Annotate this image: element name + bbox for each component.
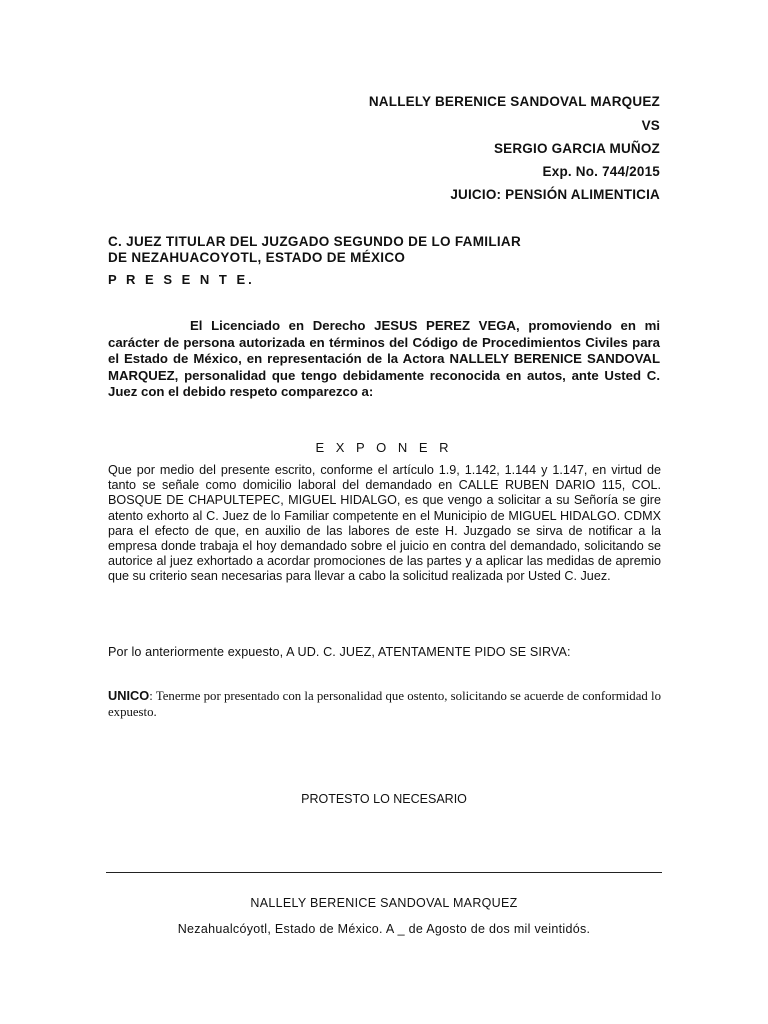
intro-text: El Licenciado en Derecho JESUS PEREZ VEGA, promoviendo en mi carácter de persona autorizada en términos del Código de Procedimientos Civiles para el Estado de México, en representación de la Actora NALLELY BERENICE SANDOVAL MARQUEZ, personalidad que tengo debidamente reconocida en autos, ante Usted C. Juez con el debido respeto comparezco a: <box>108 318 660 400</box>
header-vs: VS <box>641 118 660 133</box>
unico-paragraph <box>108 688 661 720</box>
signer-name: NALLELY BERENICE SANDOVAL MARQUEZ <box>250 896 518 910</box>
petition-text: Por lo anteriormente expuesto, A UD. C. JUEZ, ATENTAMENTE PIDO SE SIRVA: <box>108 645 571 659</box>
place-date: Nezahualcóyotl, Estado de México. A _ de Agosto de dos mil veintidós. <box>177 922 591 936</box>
addressee-line-2: DE NEZAHUACOYOTL, ESTADO DE MÉXICO <box>108 250 406 265</box>
header-juicio: JUICIO: PENSIÓN ALIMENTICIA <box>450 187 660 202</box>
unico-text: : Tenerme por presentado con la personalidad que ostento, solicitando se acuerde de conformidad lo expuesto. <box>108 689 661 719</box>
header-actor: NALLELY BERENICE SANDOVAL MARQUEZ <box>368 94 660 109</box>
exponer-heading: E X P O N E R <box>315 440 453 455</box>
addressee-line-1: C. JUEZ TITULAR DEL JUZGADO SEGUNDO DE LO FAMILIAR <box>108 234 522 249</box>
header-demandado: SERGIO GARCIA MUÑOZ <box>493 141 660 156</box>
signature-line <box>106 872 662 873</box>
body-paragraph: Que por medio del presente escrito, conforme el artículo 1.9, 1.142, 1.144 y 1.147, en virtud de tanto se señale como domicilio laboral del demandado en CALLE RUBEN DARIO 115, COL. BOSQUE DE CHAPULTEPEC, MIGUEL HIDALGO, es que vengo a solicitar a su Señoría se gire atento exhorto al C. Juez de lo Familiar competente en el Municipio de MIGUEL HIDALGO. CDMX para el efecto de que, en auxilio de las labores de este H. Juzgado se sirva de notificar a la empresa donde trabaja el hoy demandado sobre el juicio en contra del demandado, solicitando se autorice al juez exhortado a acordar promociones de las partes y a aplicar las medidas de apremio que su criterio sean necesarias para llevar a cabo la solicitud realizada por Usted C. Juez. <box>108 463 661 584</box>
intro-paragraph <box>108 318 660 401</box>
protesto-text: PROTESTO LO NECESARIO <box>301 792 467 806</box>
presente-heading: P R E S E N T E. <box>108 272 255 287</box>
header-expediente: Exp. No. 744/2015 <box>542 164 660 179</box>
unico-label: UNICO <box>108 688 150 703</box>
